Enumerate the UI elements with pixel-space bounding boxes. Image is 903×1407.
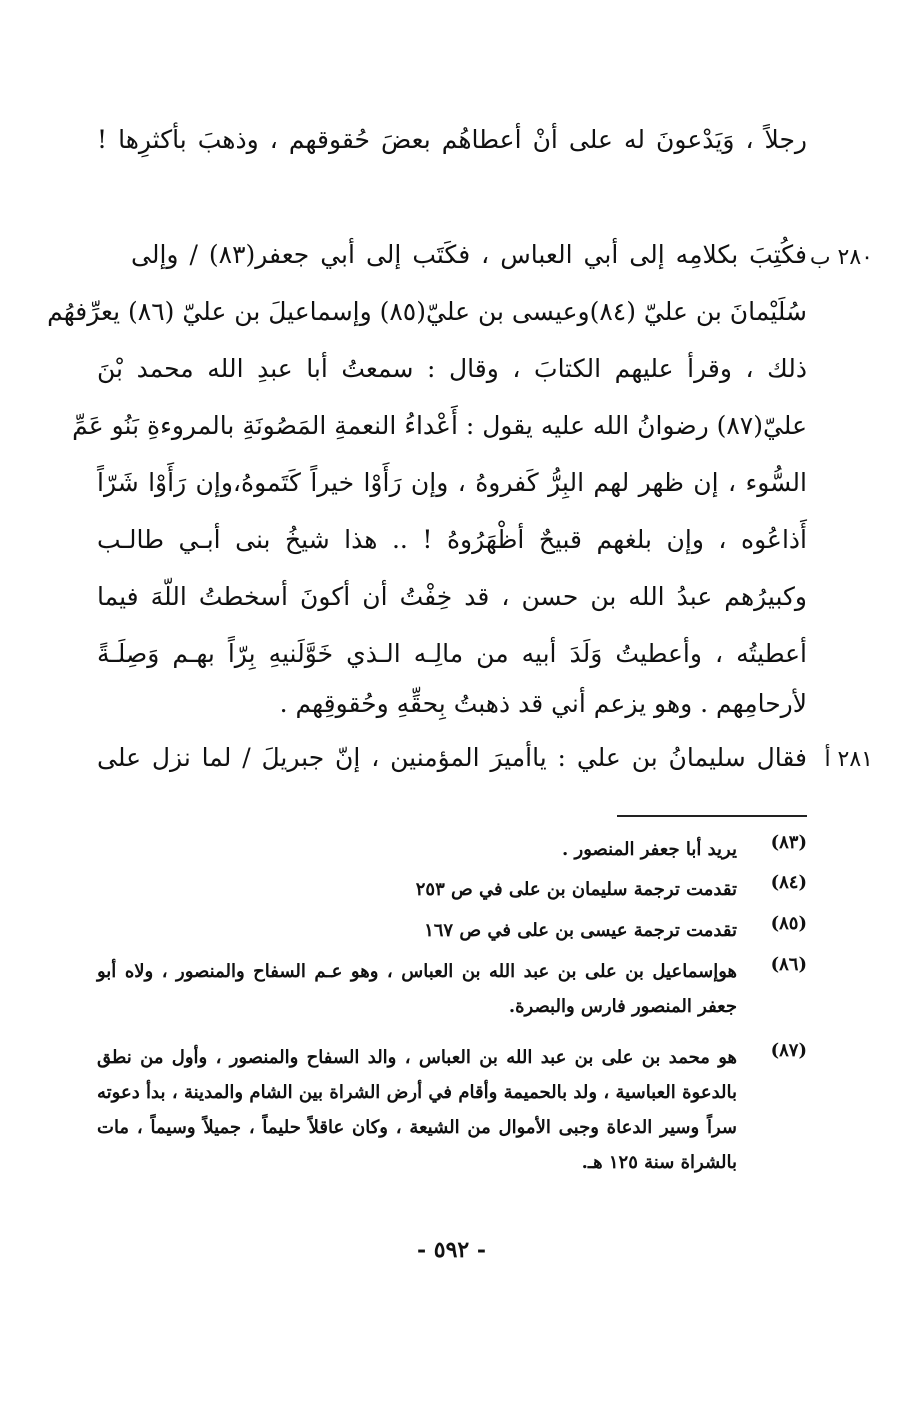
footnote-text: هو محمد بن على بن عبد الله بن العباس ، والد السفاح والمنصور ، وأول من نطق بالدعوة العباسية ، ولد بالحميمة وأقام في أرض الشراة بين الشام والمدينة ، بدأ دعوته سراً وسير الدعاة وجبى الأموال من الشيعة ، وكان عاقلاً حليماً ، جميلاً وسيماً ، مات بالشراة سنة ١٢٥ هـ. [97, 1047, 737, 1173]
margin-folio-280b: ٢٨٠ ب [809, 245, 873, 270]
body-line-10: لأرحامِهم . وهو يزعم أني قد ذهبتُ بِحقِّهِ وحُقوقِهم . [279, 689, 807, 718]
footnote-number: (٨٤) [770, 872, 807, 893]
footnote-separator [617, 815, 807, 817]
body-line-3: سُلَيْمانَ بن عليّ (٨٤)وعيسى بن عليّ(٨٥) وإسماعيلَ بن عليّ (٨٦) يعرِّفهُم [47, 297, 807, 326]
footnote-number: (٨٣) [770, 832, 807, 853]
body-line-2: فكُتِبَ بكلامِه إلى أبي العباس ، فكَتَب إلى أبي جعفر(٨٣) / وإلى [131, 240, 807, 269]
footnote-87 [97, 1040, 807, 1200]
body-line-7: أَذاعُوه ، وإن بلغهم قبيحٌ أظْهَرُوهُ ! .. هذا شيخُ بنى أبـي طالـب [97, 525, 807, 554]
footnote-number: (٨٦) [770, 954, 807, 975]
footnote-text: هوإسماعيل بن على بن عبد الله بن العباس ، وهو عـم السفاح والمنصور ، ولاه أبو جعفر المنصور فارس والبصرة. [97, 961, 737, 1017]
footnote-text: تقدمت ترجمة سليمان بن على في ص ٢٥٣ [415, 879, 737, 900]
page-number: - ٥٩٢ - [416, 1237, 487, 1263]
body-line-11-text: فقال سليمانُ بن علي : ياأميرَ المؤمنين ، إنّ جبريلَ / لما نزل على [97, 743, 807, 772]
body-line-1: رجلاً ، وَيَدْعونَ له على أنْ أعطاهُم بعضَ حُقوقهم ، وذهبَ بأكثرِها ! [97, 125, 807, 154]
footnote-text: يريد أبا جعفر المنصور . [562, 839, 737, 860]
footnote-number: (٨٧) [770, 1040, 807, 1061]
footnote-86 [97, 954, 807, 1034]
body-line-4: ذلك ، وقرأ عليهم الكتابَ ، وقال : سمعتُ أبا عبدِ الله محمد بْنَ [97, 354, 807, 383]
body-line-11 [97, 738, 807, 778]
body-line-5: عليّ(٨٧) رضوانُ الله عليه يقول : أَعْداءُ النعمةِ المَصُونَةِ بالمروءةِ بَنُو عَمِّ [72, 411, 807, 440]
footnote-text: تقدمت ترجمة عيسى بن على في ص ١٦٧ [424, 920, 737, 941]
footnote-83 [97, 832, 807, 868]
footnote-number: (٨٥) [770, 913, 807, 934]
body-line-6: السُّوء ، إن ظهر لهم البِرُّ كَفروهُ ، وإن رَأَوْا خيراً كَتَموهُ،وإن رَأَوْا شَرّاً [97, 468, 807, 497]
footnote-84 [97, 872, 807, 908]
footnote-85 [97, 913, 807, 949]
margin-folio-281a: ٢٨١ أ [824, 747, 873, 772]
body-line-9: أعطيتُه ، وأعطيتُ وَلَدَ أبيه من مالِـه الـذي خَوَّلَنيهِ بِرّاً بهـم وَصِلَـةً [97, 639, 807, 668]
body-line-8: وكبيرُهم عبدُ الله بن حسن ، قد خِفْتُ أن أكونَ أسخطتُ اللّهَ فيما [97, 582, 807, 611]
